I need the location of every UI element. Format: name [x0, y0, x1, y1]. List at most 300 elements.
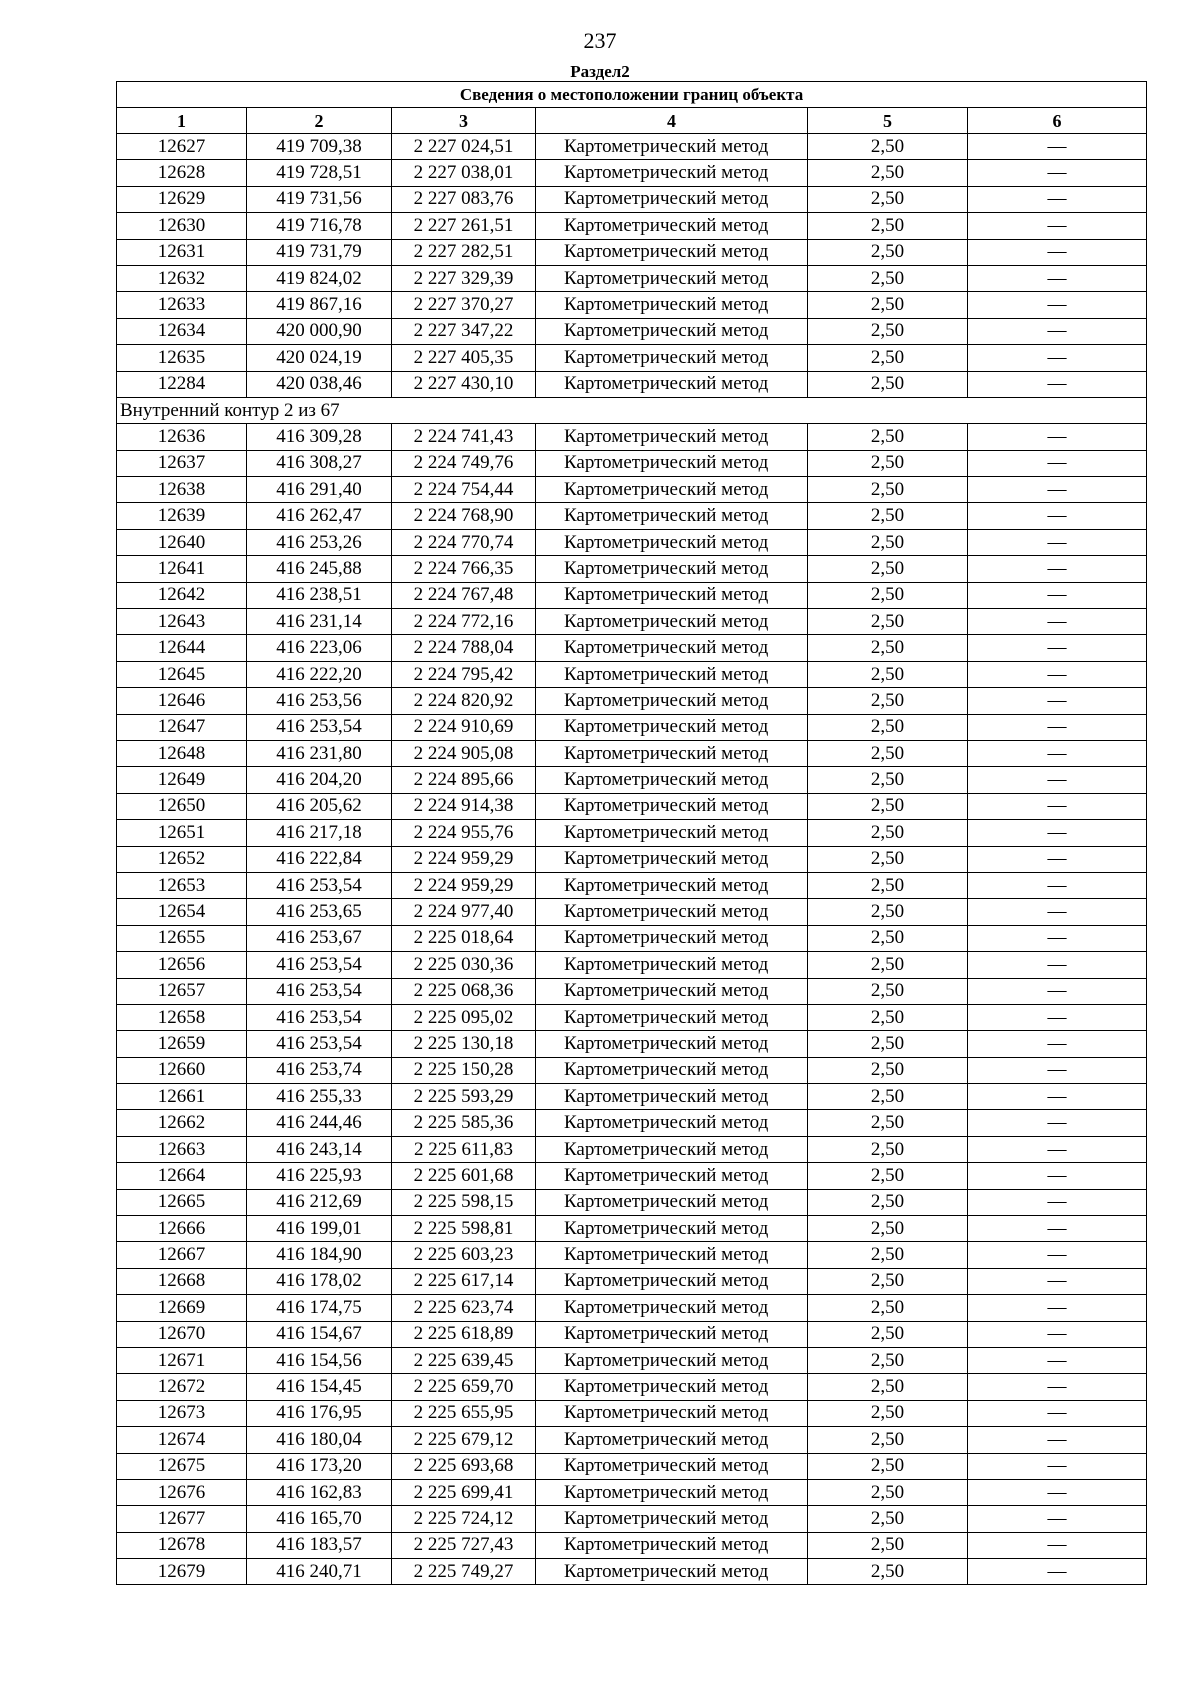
point-number-cell: 12662 [117, 1110, 247, 1136]
accuracy-cell: 2,50 [808, 1189, 968, 1215]
point-number-cell: 12658 [117, 1004, 247, 1030]
y-coordinate-cell: 2 227 430,10 [392, 371, 536, 397]
point-number-cell: 12646 [117, 688, 247, 714]
accuracy-cell: 2,50 [808, 1242, 968, 1268]
description-cell: — [968, 1400, 1147, 1426]
table-row [117, 477, 1147, 503]
point-number-cell: 12661 [117, 1084, 247, 1110]
point-number-cell: 12670 [117, 1321, 247, 1347]
accuracy-cell: 2,50 [808, 1427, 968, 1453]
y-coordinate-cell: 2 224 905,08 [392, 740, 536, 766]
x-coordinate-cell: 416 253,54 [247, 1031, 392, 1057]
description-cell: — [968, 609, 1147, 635]
table-row [117, 160, 1147, 186]
y-coordinate-cell: 2 227 329,39 [392, 265, 536, 291]
description-cell: — [968, 345, 1147, 371]
x-coordinate-cell: 416 225,93 [247, 1163, 392, 1189]
x-coordinate-cell: 416 165,70 [247, 1506, 392, 1532]
description-cell: — [968, 1136, 1147, 1162]
y-coordinate-cell: 2 224 772,16 [392, 609, 536, 635]
point-number-cell: 12665 [117, 1189, 247, 1215]
point-number-cell: 12672 [117, 1374, 247, 1400]
x-coordinate-cell: 416 262,47 [247, 503, 392, 529]
accuracy-cell: 2,50 [808, 1136, 968, 1162]
y-coordinate-cell: 2 227 038,01 [392, 160, 536, 186]
method-cell: Картометрический метод [536, 1031, 808, 1057]
method-cell: Картометрический метод [536, 503, 808, 529]
accuracy-cell: 2,50 [808, 1321, 968, 1347]
table-row [117, 872, 1147, 898]
description-cell: — [968, 661, 1147, 687]
description-cell: — [968, 1532, 1147, 1558]
description-cell: — [968, 1242, 1147, 1268]
method-cell: Картометрический метод [536, 1163, 808, 1189]
x-coordinate-cell: 416 154,45 [247, 1374, 392, 1400]
method-cell: Картометрический метод [536, 1321, 808, 1347]
table-row [117, 1559, 1147, 1585]
description-cell: — [968, 318, 1147, 344]
x-coordinate-cell: 416 253,56 [247, 688, 392, 714]
y-coordinate-cell: 2 224 820,92 [392, 688, 536, 714]
x-coordinate-cell: 416 240,71 [247, 1559, 392, 1585]
description-cell: — [968, 1189, 1147, 1215]
method-cell: Картометрический метод [536, 1268, 808, 1294]
point-number-cell: 12641 [117, 556, 247, 582]
x-coordinate-cell: 416 253,26 [247, 529, 392, 555]
accuracy-cell: 2,50 [808, 661, 968, 687]
point-number-cell: 12638 [117, 477, 247, 503]
column-header: 5 [808, 108, 968, 134]
table-caption: Сведения о местоположении границ объекта [117, 82, 1147, 108]
point-number-cell: 12654 [117, 899, 247, 925]
column-header: 6 [968, 108, 1147, 134]
point-number-cell: 12645 [117, 661, 247, 687]
point-number-cell: 12674 [117, 1427, 247, 1453]
point-number-cell: 12671 [117, 1347, 247, 1373]
method-cell: Картометрический метод [536, 635, 808, 661]
point-number-cell: 12640 [117, 529, 247, 555]
accuracy-cell: 2,50 [808, 1031, 968, 1057]
accuracy-cell: 2,50 [808, 265, 968, 291]
method-cell: Картометрический метод [536, 1189, 808, 1215]
point-number-cell: 12655 [117, 925, 247, 951]
table-row [117, 503, 1147, 529]
accuracy-cell: 2,50 [808, 1374, 968, 1400]
x-coordinate-cell: 416 178,02 [247, 1268, 392, 1294]
x-coordinate-cell: 416 253,65 [247, 899, 392, 925]
accuracy-cell: 2,50 [808, 872, 968, 898]
table-row [117, 1295, 1147, 1321]
accuracy-cell: 2,50 [808, 1479, 968, 1505]
table-body [117, 82, 1147, 1585]
section-title: Раздел2 [570, 62, 630, 81]
accuracy-cell: 2,50 [808, 477, 968, 503]
accuracy-cell: 2,50 [808, 424, 968, 450]
table-row [117, 714, 1147, 740]
description-cell: — [968, 503, 1147, 529]
table-row [117, 635, 1147, 661]
accuracy-cell: 2,50 [808, 1347, 968, 1373]
accuracy-cell: 2,50 [808, 767, 968, 793]
point-number-cell: 12669 [117, 1295, 247, 1321]
x-coordinate-cell: 416 217,18 [247, 820, 392, 846]
point-number-cell: 12631 [117, 239, 247, 265]
method-cell: Картометрический метод [536, 820, 808, 846]
table-row [117, 1347, 1147, 1373]
y-coordinate-cell: 2 225 068,36 [392, 978, 536, 1004]
y-coordinate-cell: 2 225 749,27 [392, 1559, 536, 1585]
method-cell: Картометрический метод [536, 1374, 808, 1400]
x-coordinate-cell: 416 255,33 [247, 1084, 392, 1110]
method-cell: Картометрический метод [536, 609, 808, 635]
column-header: 3 [392, 108, 536, 134]
table-row [117, 1427, 1147, 1453]
method-cell: Картометрический метод [536, 1057, 808, 1083]
table-row [117, 688, 1147, 714]
table-row [117, 661, 1147, 687]
table-row [117, 556, 1147, 582]
x-coordinate-cell: 416 245,88 [247, 556, 392, 582]
x-coordinate-cell: 416 184,90 [247, 1242, 392, 1268]
accuracy-cell: 2,50 [808, 1532, 968, 1558]
description-cell: — [968, 450, 1147, 476]
x-coordinate-cell: 419 867,16 [247, 292, 392, 318]
y-coordinate-cell: 2 225 130,18 [392, 1031, 536, 1057]
description-cell: — [968, 1268, 1147, 1294]
accuracy-cell: 2,50 [808, 160, 968, 186]
point-number-cell: 12673 [117, 1400, 247, 1426]
method-cell: Картометрический метод [536, 872, 808, 898]
x-coordinate-cell: 416 176,95 [247, 1400, 392, 1426]
accuracy-cell: 2,50 [808, 846, 968, 872]
method-cell: Картометрический метод [536, 186, 808, 212]
description-cell: — [968, 1295, 1147, 1321]
table-row [117, 1506, 1147, 1532]
y-coordinate-cell: 2 225 724,12 [392, 1506, 536, 1532]
x-coordinate-cell: 419 824,02 [247, 265, 392, 291]
x-coordinate-cell: 416 309,28 [247, 424, 392, 450]
point-number-cell: 12668 [117, 1268, 247, 1294]
description-cell: — [968, 1004, 1147, 1030]
y-coordinate-cell: 2 225 598,15 [392, 1189, 536, 1215]
method-cell: Картометрический метод [536, 1453, 808, 1479]
description-cell: — [968, 1453, 1147, 1479]
x-coordinate-cell: 416 244,46 [247, 1110, 392, 1136]
table-row [117, 846, 1147, 872]
method-cell: Картометрический метод [536, 529, 808, 555]
x-coordinate-cell: 416 253,54 [247, 978, 392, 1004]
description-cell: — [968, 265, 1147, 291]
description-cell: — [968, 1057, 1147, 1083]
method-cell: Картометрический метод [536, 1110, 808, 1136]
table-row [117, 1453, 1147, 1479]
description-cell: — [968, 424, 1147, 450]
description-cell: — [968, 556, 1147, 582]
table-row [117, 899, 1147, 925]
table-row [117, 186, 1147, 212]
point-number-cell: 12633 [117, 292, 247, 318]
y-coordinate-cell: 2 224 767,48 [392, 582, 536, 608]
table-row [117, 134, 1147, 160]
accuracy-cell: 2,50 [808, 714, 968, 740]
point-number-cell: 12657 [117, 978, 247, 1004]
description-cell: — [968, 477, 1147, 503]
point-number-cell: 12667 [117, 1242, 247, 1268]
table-row [117, 1321, 1147, 1347]
y-coordinate-cell: 2 225 699,41 [392, 1479, 536, 1505]
y-coordinate-cell: 2 225 030,36 [392, 952, 536, 978]
method-cell: Картометрический метод [536, 134, 808, 160]
y-coordinate-cell: 2 227 024,51 [392, 134, 536, 160]
table-row [117, 292, 1147, 318]
description-cell: — [968, 582, 1147, 608]
accuracy-cell: 2,50 [808, 1268, 968, 1294]
method-cell: Картометрический метод [536, 1427, 808, 1453]
method-cell: Картометрический метод [536, 767, 808, 793]
method-cell: Картометрический метод [536, 688, 808, 714]
accuracy-cell: 2,50 [808, 292, 968, 318]
x-coordinate-cell: 416 253,54 [247, 1004, 392, 1030]
accuracy-cell: 2,50 [808, 582, 968, 608]
table-row [117, 1136, 1147, 1162]
point-number-cell: 12651 [117, 820, 247, 846]
point-number-cell: 12659 [117, 1031, 247, 1057]
table-row [117, 1163, 1147, 1189]
description-cell: — [968, 740, 1147, 766]
x-coordinate-cell: 416 205,62 [247, 793, 392, 819]
accuracy-cell: 2,50 [808, 1559, 968, 1585]
table-row [117, 529, 1147, 555]
y-coordinate-cell: 2 227 347,22 [392, 318, 536, 344]
description-cell: — [968, 635, 1147, 661]
y-coordinate-cell: 2 225 659,70 [392, 1374, 536, 1400]
point-number-cell: 12666 [117, 1216, 247, 1242]
method-cell: Картометрический метод [536, 793, 808, 819]
method-cell: Картометрический метод [536, 556, 808, 582]
point-number-cell: 12639 [117, 503, 247, 529]
y-coordinate-cell: 2 225 601,68 [392, 1163, 536, 1189]
description-cell: — [968, 1347, 1147, 1373]
description-cell: — [968, 160, 1147, 186]
accuracy-cell: 2,50 [808, 925, 968, 951]
description-cell: — [968, 1479, 1147, 1505]
x-coordinate-cell: 416 183,57 [247, 1532, 392, 1558]
table-row [117, 740, 1147, 766]
description-cell: — [968, 978, 1147, 1004]
point-number-cell: 12636 [117, 424, 247, 450]
table-row [117, 424, 1147, 450]
accuracy-cell: 2,50 [808, 609, 968, 635]
point-number-cell: 12647 [117, 714, 247, 740]
method-cell: Картометрический метод [536, 1559, 808, 1585]
method-cell: Картометрический метод [536, 345, 808, 371]
method-cell: Картометрический метод [536, 846, 808, 872]
y-coordinate-cell: 2 225 655,95 [392, 1400, 536, 1426]
point-number-cell: 12676 [117, 1479, 247, 1505]
description-cell: — [968, 872, 1147, 898]
x-coordinate-cell: 416 162,83 [247, 1479, 392, 1505]
x-coordinate-cell: 416 253,54 [247, 872, 392, 898]
y-coordinate-cell: 2 225 593,29 [392, 1084, 536, 1110]
description-cell: — [968, 1084, 1147, 1110]
table-row [117, 213, 1147, 239]
accuracy-cell: 2,50 [808, 186, 968, 212]
x-coordinate-cell: 416 174,75 [247, 1295, 392, 1321]
accuracy-cell: 2,50 [808, 503, 968, 529]
description-cell: — [968, 767, 1147, 793]
y-coordinate-cell: 2 224 959,29 [392, 872, 536, 898]
description-cell: — [968, 239, 1147, 265]
method-cell: Картометрический метод [536, 265, 808, 291]
accuracy-cell: 2,50 [808, 1400, 968, 1426]
table-row [117, 1084, 1147, 1110]
y-coordinate-cell: 2 224 788,04 [392, 635, 536, 661]
description-cell: — [968, 952, 1147, 978]
x-coordinate-cell: 419 709,38 [247, 134, 392, 160]
table-row [117, 793, 1147, 819]
accuracy-cell: 2,50 [808, 371, 968, 397]
method-cell: Картометрический метод [536, 213, 808, 239]
point-number-cell: 12284 [117, 371, 247, 397]
description-cell: — [968, 714, 1147, 740]
x-coordinate-cell: 416 231,80 [247, 740, 392, 766]
y-coordinate-cell: 2 224 910,69 [392, 714, 536, 740]
x-coordinate-cell: 416 253,54 [247, 714, 392, 740]
x-coordinate-cell: 419 731,56 [247, 186, 392, 212]
y-coordinate-cell: 2 227 083,76 [392, 186, 536, 212]
y-coordinate-cell: 2 224 895,66 [392, 767, 536, 793]
accuracy-cell: 2,50 [808, 635, 968, 661]
table-row [117, 1110, 1147, 1136]
table-row [117, 1216, 1147, 1242]
accuracy-cell: 2,50 [808, 345, 968, 371]
accuracy-cell: 2,50 [808, 1110, 968, 1136]
y-coordinate-cell: 2 225 639,45 [392, 1347, 536, 1373]
point-number-cell: 12637 [117, 450, 247, 476]
point-number-cell: 12634 [117, 318, 247, 344]
description-cell: — [968, 925, 1147, 951]
description-cell: — [968, 1427, 1147, 1453]
method-cell: Картометрический метод [536, 582, 808, 608]
x-coordinate-cell: 416 212,69 [247, 1189, 392, 1215]
method-cell: Картометрический метод [536, 1216, 808, 1242]
accuracy-cell: 2,50 [808, 793, 968, 819]
point-number-cell: 12642 [117, 582, 247, 608]
point-number-cell: 12627 [117, 134, 247, 160]
method-cell: Картометрический метод [536, 292, 808, 318]
coordinates-table [116, 81, 1147, 1585]
y-coordinate-cell: 2 225 598,81 [392, 1216, 536, 1242]
table-header-row [117, 108, 1147, 134]
table-row [117, 582, 1147, 608]
method-cell: Картометрический метод [536, 1400, 808, 1426]
accuracy-cell: 2,50 [808, 556, 968, 582]
table-row [117, 371, 1147, 397]
point-number-cell: 12650 [117, 793, 247, 819]
y-coordinate-cell: 2 227 370,27 [392, 292, 536, 318]
method-cell: Картометрический метод [536, 978, 808, 1004]
x-coordinate-cell: 419 716,78 [247, 213, 392, 239]
y-coordinate-cell: 2 225 623,74 [392, 1295, 536, 1321]
method-cell: Картометрический метод [536, 1084, 808, 1110]
table-row [117, 978, 1147, 1004]
y-coordinate-cell: 2 225 585,36 [392, 1110, 536, 1136]
description-cell: — [968, 1031, 1147, 1057]
point-number-cell: 12653 [117, 872, 247, 898]
y-coordinate-cell: 2 224 754,44 [392, 477, 536, 503]
accuracy-cell: 2,50 [808, 1084, 968, 1110]
method-cell: Картометрический метод [536, 714, 808, 740]
table-row [117, 925, 1147, 951]
accuracy-cell: 2,50 [808, 978, 968, 1004]
y-coordinate-cell: 2 227 282,51 [392, 239, 536, 265]
method-cell: Картометрический метод [536, 1004, 808, 1030]
x-coordinate-cell: 416 308,27 [247, 450, 392, 476]
method-cell: Картометрический метод [536, 424, 808, 450]
x-coordinate-cell: 416 238,51 [247, 582, 392, 608]
method-cell: Картометрический метод [536, 1506, 808, 1532]
table-row [117, 767, 1147, 793]
description-cell: — [968, 899, 1147, 925]
description-cell: — [968, 1374, 1147, 1400]
method-cell: Картометрический метод [536, 925, 808, 951]
description-cell: — [968, 688, 1147, 714]
table-row [117, 265, 1147, 291]
x-coordinate-cell: 419 731,79 [247, 239, 392, 265]
method-cell: Картометрический метод [536, 371, 808, 397]
point-number-cell: 12628 [117, 160, 247, 186]
subheading-row [117, 397, 1147, 423]
method-cell: Картометрический метод [536, 1479, 808, 1505]
table-row [117, 1057, 1147, 1083]
description-cell: — [968, 292, 1147, 318]
accuracy-cell: 2,50 [808, 1057, 968, 1083]
method-cell: Картометрический метод [536, 1136, 808, 1162]
accuracy-cell: 2,50 [808, 134, 968, 160]
x-coordinate-cell: 416 223,06 [247, 635, 392, 661]
y-coordinate-cell: 2 224 914,38 [392, 793, 536, 819]
point-number-cell: 12630 [117, 213, 247, 239]
x-coordinate-cell: 416 222,84 [247, 846, 392, 872]
table-caption-row [117, 82, 1147, 108]
y-coordinate-cell: 2 225 618,89 [392, 1321, 536, 1347]
point-number-cell: 12652 [117, 846, 247, 872]
y-coordinate-cell: 2 225 611,83 [392, 1136, 536, 1162]
accuracy-cell: 2,50 [808, 318, 968, 344]
method-cell: Картометрический метод [536, 1347, 808, 1373]
accuracy-cell: 2,50 [808, 1506, 968, 1532]
description-cell: — [968, 1110, 1147, 1136]
point-number-cell: 12660 [117, 1057, 247, 1083]
method-cell: Картометрический метод [536, 450, 808, 476]
description-cell: — [968, 1163, 1147, 1189]
accuracy-cell: 2,50 [808, 899, 968, 925]
y-coordinate-cell: 2 225 095,02 [392, 1004, 536, 1030]
x-coordinate-cell: 416 231,14 [247, 609, 392, 635]
point-number-cell: 12629 [117, 186, 247, 212]
accuracy-cell: 2,50 [808, 529, 968, 555]
column-header: 4 [536, 108, 808, 134]
x-coordinate-cell: 416 291,40 [247, 477, 392, 503]
x-coordinate-cell: 420 000,90 [247, 318, 392, 344]
x-coordinate-cell: 420 038,46 [247, 371, 392, 397]
description-cell: — [968, 1216, 1147, 1242]
x-coordinate-cell: 416 204,20 [247, 767, 392, 793]
point-number-cell: 12649 [117, 767, 247, 793]
description-cell: — [968, 371, 1147, 397]
point-number-cell: 12635 [117, 345, 247, 371]
y-coordinate-cell: 2 224 959,29 [392, 846, 536, 872]
